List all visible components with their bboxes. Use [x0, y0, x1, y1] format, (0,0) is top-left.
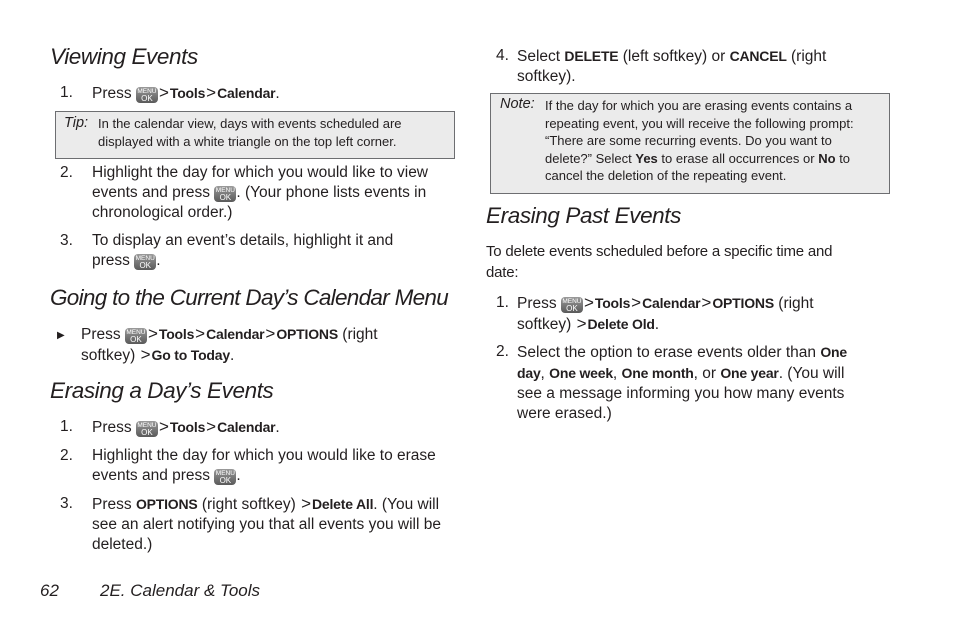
section-title: 2E. Calendar & Tools — [100, 581, 261, 600]
menu-ok-key-icon: MENU OK — [215, 187, 235, 202]
heading-current-day-menu: Going to the Current Day’s Calendar Menu — [50, 285, 449, 310]
tip-box: Tip: In the calendar view, days with events scheduled are displayed with a white triangle on the top left corner. — [55, 111, 455, 159]
intro-paragraph: To delete events scheduled before a specific time and date: — [486, 243, 833, 281]
menu-ok-key-icon: MENU OK — [215, 470, 235, 485]
arrow-icon: > — [158, 83, 169, 102]
note-box: Note: If the day for which you are erasing events contains a repeating event, you will receive the following prompt: “There are some recurring events. Do you want to delete?” Select Yes to erase all occurrences or No to cancel the deletion of the repeating event. — [490, 93, 890, 194]
bullet-triangle-icon: ▶ — [57, 330, 65, 341]
heading-viewing-events: Viewing Events — [50, 44, 198, 69]
menu-ok-key-icon: MENU OK — [137, 88, 157, 103]
heading-erasing-past-events: Erasing Past Events — [486, 203, 681, 228]
menu-ok-key-icon: MENU OK — [562, 298, 582, 313]
arrow-icon: > — [206, 83, 217, 102]
menu-ok-key-icon: MENU OK — [126, 329, 146, 344]
menu-ok-key-icon: MENU OK — [135, 255, 155, 270]
menu-ok-key-icon: MENU OK — [137, 422, 157, 437]
page-number: 62 — [40, 581, 59, 600]
heading-erasing-day-events: Erasing a Day’s Events — [50, 378, 274, 403]
